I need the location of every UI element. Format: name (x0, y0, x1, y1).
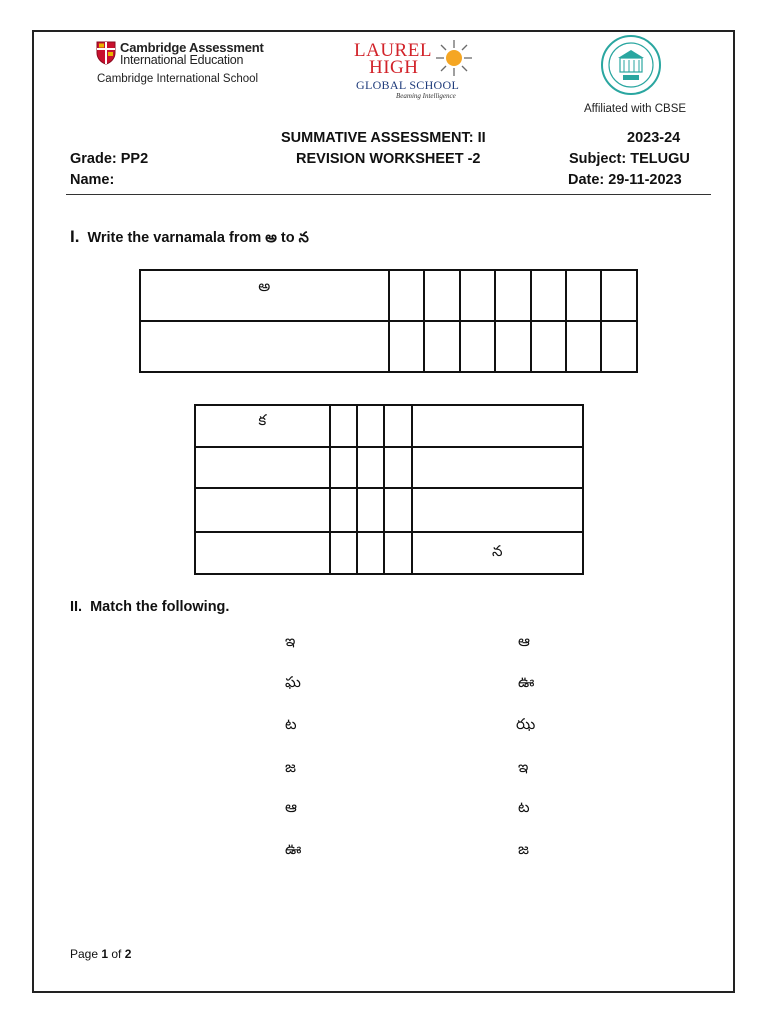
cbse-caption: Affiliated with CBSE (584, 103, 687, 115)
cbse-seal-icon (596, 34, 666, 96)
grid-cell[interactable] (566, 270, 601, 321)
match-right-item: ఆ (518, 632, 530, 650)
school-logo (350, 36, 480, 106)
section2-heading (70, 599, 229, 615)
grid-cell[interactable] (412, 405, 583, 447)
match-right-item: ట (518, 798, 530, 816)
cambridge-line3: Cambridge International School (97, 73, 259, 85)
sun-icon (434, 38, 474, 78)
grid-cell[interactable] (460, 270, 495, 321)
match-right-item: ఝ (516, 715, 536, 733)
grid-cell[interactable] (412, 488, 583, 532)
grid-cell[interactable] (357, 447, 384, 488)
grid-cell[interactable] (460, 321, 495, 372)
worksheet-title: REVISION WORKSHEET -2 (296, 151, 481, 167)
grid-cell[interactable] (357, 532, 384, 574)
page-total: 2 (124, 947, 132, 961)
grid-cell[interactable] (384, 532, 411, 574)
school-name-line3: GLOBAL SCHOOL (356, 78, 460, 92)
grade-label: Grade: PP2 (70, 151, 149, 167)
match-left-item: ఆ (285, 798, 297, 816)
grid-cell[interactable] (330, 532, 357, 574)
section2-instruction: Match the following. (90, 599, 230, 615)
grid-cell[interactable] (357, 488, 384, 532)
grid-cell[interactable] (531, 321, 566, 372)
grid-cell[interactable] (412, 447, 583, 488)
match-left-item: ట (285, 715, 297, 733)
match-left-item: జ (285, 758, 296, 776)
match-right-item: జ (518, 840, 529, 858)
academic-year: 2023-24 (627, 130, 681, 146)
section1-instruction: Write the varnamala from అ to న (87, 230, 309, 246)
match-right-item: ఇ (518, 758, 529, 776)
cambridge-line1: Cambridge Assessment (120, 40, 264, 55)
grid-cell[interactable] (195, 488, 330, 532)
subject-label: Subject: TELUGU (569, 151, 690, 167)
grid-cell[interactable] (601, 321, 637, 372)
grid-cell[interactable] (389, 321, 424, 372)
match-left-item: ఇ (285, 632, 296, 650)
grid-cell[interactable] (330, 447, 357, 488)
page-middle: of (108, 947, 125, 961)
page-current: 1 (101, 947, 109, 961)
section1-number: I. (70, 227, 80, 246)
grid-cell[interactable] (330, 405, 357, 447)
grid-cell[interactable] (601, 270, 637, 321)
page-prefix: Page (70, 947, 102, 961)
match-right-item: ఊ (518, 673, 535, 691)
match-left-item: ఘ (285, 673, 301, 691)
grid-cell[interactable] (195, 447, 330, 488)
cambridge-shield-icon (96, 41, 116, 65)
name-label: Name: (70, 172, 115, 188)
school-tagline: Beaming Intelligence (396, 92, 456, 100)
grid-cell[interactable] (384, 447, 411, 488)
grid-cell: క (195, 405, 330, 447)
grid-cell[interactable] (424, 270, 459, 321)
varnamala-grid-vowels (139, 269, 638, 373)
section1-heading (70, 227, 309, 250)
match-left-item: ఊ (285, 840, 302, 858)
grid-cell[interactable] (531, 270, 566, 321)
grid-cell: అ (140, 270, 389, 321)
grid-cell[interactable] (384, 488, 411, 532)
grid-cell[interactable] (140, 321, 389, 372)
assessment-title: SUMMATIVE ASSESSMENT: II (281, 130, 486, 146)
grid-cell[interactable] (495, 321, 530, 372)
grid-cell: న (412, 532, 583, 574)
grid-cell[interactable] (384, 405, 411, 447)
page-number (70, 947, 131, 961)
grid-cell[interactable] (424, 321, 459, 372)
grid-cell[interactable] (195, 532, 330, 574)
date-label: Date: 29-11-2023 (568, 172, 682, 188)
section2-number: II. (70, 599, 83, 615)
grid-cell[interactable] (330, 488, 357, 532)
cambridge-line2: International Education (120, 53, 244, 67)
grid-cell[interactable] (495, 270, 530, 321)
school-name-line2: HIGH (369, 57, 419, 78)
grid-cell[interactable] (566, 321, 601, 372)
grid-cell[interactable] (389, 270, 424, 321)
varnamala-grid-consonants (194, 404, 584, 575)
header-divider (66, 194, 711, 195)
cambridge-logo (96, 40, 264, 90)
grid-cell[interactable] (357, 405, 384, 447)
school-name-line1: LAUREL (354, 40, 432, 61)
